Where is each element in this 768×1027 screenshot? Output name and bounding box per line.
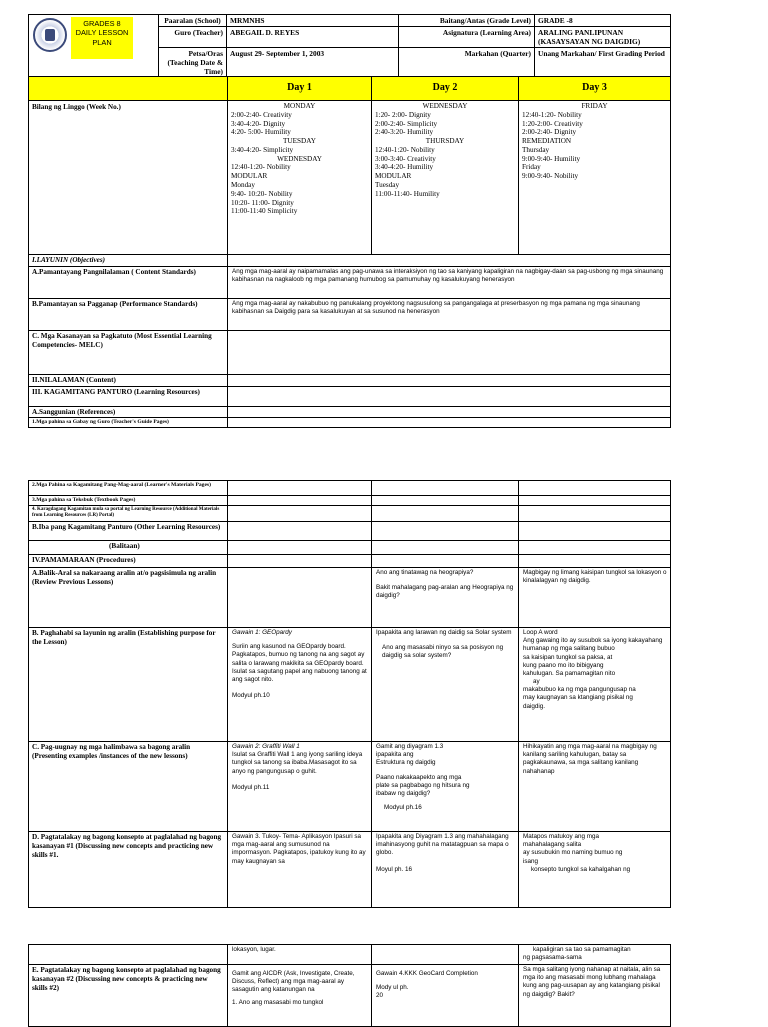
schedule-line: 10:20- 11:00- Dignity bbox=[231, 198, 294, 207]
purpose-day1 bbox=[228, 628, 372, 742]
schedule-line: MODULAR bbox=[375, 172, 412, 181]
text-line: Ang gawaing ito ay susubok sa iyong kakayahang bbox=[523, 637, 663, 645]
cell bbox=[372, 496, 519, 506]
week-day1-schedule bbox=[228, 101, 372, 255]
schedule-line: WEDNESDAY bbox=[277, 154, 322, 163]
new-concepts-2-label: E. Pagtatalakay ng bagong konsepto at paglalahad ng bagong kasanayan #2 (Discussing new concepts & practicing new skills #2) bbox=[29, 965, 228, 1027]
schedule-line: 12:40-1:20- Nobility bbox=[375, 145, 435, 154]
quarter-value: Unang Markahan/ First Grading Period bbox=[535, 48, 671, 78]
performance-standards-label: B.Pamantayan sa Pagganap (Performance Standards) bbox=[29, 298, 228, 330]
schedule-line: 9:00-9:40- Nobility bbox=[522, 172, 579, 181]
cell bbox=[228, 481, 372, 496]
schedule-line: 9:40- 10:20- Nobility bbox=[231, 189, 293, 198]
schedule-line: Friday bbox=[522, 163, 541, 172]
text-line: Loop A word bbox=[523, 629, 558, 636]
text-line: isang bbox=[523, 857, 539, 865]
schedule-line: MONDAY bbox=[283, 102, 316, 110]
text-line: ay susubukin mo naming bumuo ng bbox=[523, 849, 623, 857]
cell bbox=[519, 555, 671, 568]
new-concepts-2-day2 bbox=[372, 965, 519, 1027]
content-standards-text: Ang mga mag-aaral ay naipamamalas ang pag-unawa sa interaksiyon ng tao sa kaniyang kapaligiran na nagbigay-daan sa pag-usbong ng mga sinaunang kabihasnan na nagkaloob ng mga pamanang humubog sa pamumuhay ng kasalukuyang henerasyon bbox=[228, 266, 671, 298]
schedule-line: 11:00-11:40 Simplicity bbox=[231, 207, 298, 216]
text-line: Gamit ang diyagram 1.3 bbox=[376, 743, 444, 750]
schedule-line: 2:00-2:40- Creativity bbox=[231, 110, 292, 119]
cell bbox=[372, 541, 519, 555]
activity-text: Ipapakita ang larawan ng daidig sa Solar system bbox=[376, 629, 512, 636]
new-concepts-1-day2 bbox=[372, 832, 519, 908]
purpose-label: B. Paghahabi sa layunin ng aralin (Establishing purpose for the Lesson) bbox=[29, 628, 228, 742]
text-line: kapaligiran sa tao sa pamamagitan bbox=[533, 946, 631, 953]
text-line: ibabaw ng daigdig? bbox=[376, 789, 431, 797]
examples-day3: Hihikayatin ang mga mag-aaral na magbigay ng kanilang sariling kahulugan, batay sa pagkakaunawa, sa mga salitang kanilang nahahanap bbox=[519, 742, 671, 832]
learners-materials-label: 2.Mga Pahina sa Kagamitang Pang-Mag-aaral (Learner's Materials Pages) bbox=[29, 481, 228, 496]
teachers-guide-label: 1.Mga pahina sa Gabay ng Guro (Teacher's Guide Pages) bbox=[29, 418, 228, 428]
other-resources-label: B.Iba pang Kagamitang Panturo (Other Learning Resources) bbox=[29, 522, 228, 541]
text-line: Estruktura ng daigdig bbox=[376, 759, 436, 767]
module-ref: Modyul ph.10 bbox=[232, 692, 270, 700]
week-label: Bilang ng Linggo (Week No.) bbox=[29, 101, 228, 255]
schedule-line: 3:00-3:40- Creativity bbox=[375, 154, 436, 163]
text-line: humanap ng mga salitang bubuo bbox=[523, 645, 615, 653]
lesson-plan-header bbox=[28, 14, 670, 78]
learning-area-value: ARALING PANLIPUNAN (KASAYSAYAN NG DAIGDIG) bbox=[535, 27, 671, 48]
schedule-line: TUESDAY bbox=[283, 137, 316, 146]
grade-label-line: PLAN bbox=[92, 37, 112, 47]
deped-seal-icon bbox=[33, 18, 67, 52]
examples-day1 bbox=[228, 742, 372, 832]
week-day3-schedule bbox=[519, 101, 671, 255]
new-concepts-1-day3 bbox=[519, 832, 671, 908]
review-question: Ano ang tinatawag na heograpiya? bbox=[376, 569, 474, 576]
textbook-label: 3.Mga pahina sa Teksbuk (Textbook Pages) bbox=[29, 496, 228, 506]
module-ref: Moyul ph. 16 bbox=[376, 865, 413, 873]
activity-text: 20 bbox=[376, 992, 384, 1000]
module-ref: Modyul ph.16 bbox=[384, 804, 422, 812]
lr-portal-label: 4. Karagdagang Kagamitan mula sa portal ng Learning Resource (Additional Materials from Learning Resources (LR) Portal) bbox=[29, 506, 228, 522]
school-label: Paaralan (School) bbox=[159, 15, 227, 27]
cell bbox=[228, 541, 372, 555]
review-label: A.Balik-Aral sa nakaraang aralin at/o pagsisimula ng aralin (Review Previous Lessons) bbox=[29, 568, 228, 628]
activity-text: 1. Ano ang masasabi mo tungkol bbox=[232, 998, 324, 1006]
text-line: ng pagsasama-sama bbox=[523, 954, 582, 962]
activity-text: Ipapakita ang Diyagram 1.3 ang mahahalagang imahinasyong guhit na matatagpuan sa mapa o globo. bbox=[376, 833, 509, 857]
activity-text: Isulat sa Graffiti Wall 1 ang iyong sariling ideya tungkol sa tanong sa ibaba.Masasagot ito sa anyo ng pangungusap o guhit. bbox=[232, 751, 363, 775]
day-header-2: Day 2 bbox=[372, 77, 519, 101]
text-line: plate sa pagbabago ng hitsura ng bbox=[376, 781, 470, 789]
schedule-line: 3:40-4:20- Dignity bbox=[231, 119, 286, 128]
procedures-heading: IV.PAMAMARAAN (Procedures) bbox=[29, 555, 228, 568]
module-ref: Modyul ph.11 bbox=[232, 783, 270, 791]
school-value: MRMNHS bbox=[227, 15, 399, 27]
cell bbox=[519, 481, 671, 496]
schedule-line: 2:40-3:20- Humility bbox=[375, 128, 434, 137]
review-question: Bakit mahalagang pag-aralan ang Heograpiya ng daigdig? bbox=[376, 584, 514, 600]
schedule-line: 12:40-1:20- Nobility bbox=[231, 163, 291, 172]
text-line: Paano nakakaapekto ang mga bbox=[376, 773, 462, 781]
purpose-day3 bbox=[519, 628, 671, 742]
text-line: sa kaisipan tungkol sa paksa, at bbox=[523, 653, 613, 661]
melc-label: C. Mga Kasanayan sa Pagkatuto (Most Essential Learning Competencies- MELC) bbox=[29, 330, 228, 374]
cell bbox=[228, 506, 372, 522]
cell bbox=[519, 522, 671, 541]
lesson-plan-table bbox=[28, 76, 670, 428]
cont-day3 bbox=[519, 945, 671, 965]
text-line: makabubuo ka ng mga pangungusap na bbox=[523, 686, 636, 694]
grade-label-line: GRADES 8 bbox=[83, 19, 121, 28]
schedule-line: Thursday bbox=[522, 145, 550, 154]
new-concepts-2-day1 bbox=[228, 965, 372, 1027]
new-concepts-2-day3: Sa mga salitang iyong nahanap at naitala, alin sa mga ito ang masasabi mong lubhang mahalaga kung ang pag-uusapan ay ang katangiang pisikal ng daigdig? Bakit? bbox=[519, 965, 671, 1027]
activity-text: Mody ul ph. bbox=[376, 984, 409, 992]
cell bbox=[519, 541, 671, 555]
text-line: daigdig. bbox=[523, 702, 546, 710]
schedule-line: Monday bbox=[231, 181, 255, 190]
text-line: kung paano mo ito bibigyang bbox=[523, 661, 604, 669]
cell bbox=[372, 481, 519, 496]
cell bbox=[372, 522, 519, 541]
schedule-line: 2:00-2:40- Simplicity bbox=[375, 119, 438, 128]
purpose-day2 bbox=[372, 628, 519, 742]
grade-level-label: Baitang/Antas (Grade Level) bbox=[399, 15, 535, 27]
schedule-line: REMEDIATION bbox=[522, 137, 572, 146]
objectives-blank bbox=[228, 255, 671, 267]
activity-title: Gawain 1: GEOpardy bbox=[232, 629, 292, 636]
cell bbox=[372, 506, 519, 522]
schedule-line: THURSDAY bbox=[425, 137, 465, 146]
schedule-line: 12:40-1:20- Nobility bbox=[522, 110, 582, 119]
review-day1 bbox=[228, 568, 372, 628]
text-line: may kaugnayan sa ktangiang pisikal ng bbox=[523, 694, 633, 702]
objectives-heading: I.LAYUNIN (Objectives) bbox=[29, 255, 228, 267]
balitaan-label: (Balitaan) bbox=[29, 541, 228, 555]
schedule-line: WEDNESDAY bbox=[422, 102, 468, 110]
schedule-line: 1:20-2:00- Creativity bbox=[522, 119, 583, 128]
text-line: mahahalagang salita bbox=[523, 841, 582, 849]
examples-day2 bbox=[372, 742, 519, 832]
schedule-line: FRIDAY bbox=[581, 102, 608, 110]
procedures-table bbox=[28, 480, 670, 908]
procedures-table-continued bbox=[28, 944, 670, 1027]
grade-label-line: DAILY LESSON bbox=[75, 28, 129, 38]
cell bbox=[372, 555, 519, 568]
schedule-line: MODULAR bbox=[231, 172, 268, 181]
schedule-line: 1:20- 2:00- Dignity bbox=[375, 110, 431, 119]
activity-text: Gamit ang AICDR (Ask, Investigate, Create, Discuss, Reflect) ang mga mag-aaral ay sasagutin ang katanungan na bbox=[232, 970, 355, 994]
day-header-3: Day 3 bbox=[519, 77, 671, 101]
performance-standards-text: Ang mga mag-aaral ay nakabubuo ng panukalang proyektong nagsusulong sa pangangalaga at preserbasyon ng mga pamana ng mga sinaunang kabihasnan sa Daigdig para sa kasalukuyan at sa susunod na henerasyon bbox=[228, 298, 671, 330]
date-label: Petsa/Oras (Teaching Date & Time) bbox=[159, 48, 227, 78]
learning-area-label: Asignatura (Learning Area) bbox=[399, 27, 535, 48]
cell bbox=[29, 945, 228, 965]
text-line: Matapos matukoy ang mga bbox=[523, 833, 599, 840]
content-standards-label: A.Pamantayang Pangnilalaman ( Content Standards) bbox=[29, 266, 228, 298]
text-line: konsepto tungkol sa kahalgahan ng bbox=[531, 865, 631, 873]
activity-text: Gawain 4.KKK GeoCard Completion bbox=[376, 970, 478, 977]
schedule-line: Tuesday bbox=[375, 181, 400, 190]
cont-day1: lokasyon, lugar. bbox=[228, 945, 372, 965]
schedule-line: 4:20- 5:00- Humility bbox=[231, 128, 291, 137]
cell bbox=[372, 945, 519, 965]
new-concepts-1-day1: Gawain 3. Tukoy- Tema- Aplikasyon Ipasuri sa mga mag-aaral ang sumusunod na impormasyon. Pagkatapos, ipatukoy kung ito ay may kaugnayan sa bbox=[228, 832, 372, 908]
references-blank bbox=[228, 406, 671, 418]
activity-text: Suriin ang kasunod na GEOpardy board. Pagkatapos, bumuo ng tanong na ang sagot ay salita o larawang makikita sa GEOpardy board. Isulat sa sagutang papel ang nabuong tanong at ang sagot nito. bbox=[232, 643, 367, 683]
text-line: ay bbox=[533, 678, 540, 686]
cell bbox=[228, 522, 372, 541]
grade-level-value: GRADE -8 bbox=[535, 15, 671, 27]
text-line: ipapakita ang bbox=[376, 751, 414, 759]
cell bbox=[228, 496, 372, 506]
schedule-line: 3:40-4:20- Humility bbox=[375, 163, 434, 172]
references-heading: A.Sanggunian (References) bbox=[29, 406, 228, 418]
grade-label-box bbox=[71, 17, 133, 59]
content-blank bbox=[228, 374, 671, 386]
schedule-line: 3:40-4:20- Simplicity bbox=[231, 145, 294, 154]
activity-title: Gawain 2: Graffiti Wall 1 bbox=[232, 743, 300, 750]
text-line: kahulugan. Sa pamamagitan nito bbox=[523, 669, 616, 677]
teachers-guide-blank bbox=[228, 418, 671, 428]
melc-text bbox=[228, 330, 671, 374]
activity-text: Ano ang masasabi ninyo sa sa posisyon ng daigdig sa solar system? bbox=[382, 644, 504, 660]
learning-resources-heading: III. KAGAMITANG PANTURO (Learning Resources) bbox=[29, 386, 228, 406]
cell bbox=[519, 506, 671, 522]
schedule-line: 11:00-11:40- Humility bbox=[375, 189, 440, 198]
cell bbox=[228, 555, 372, 568]
examples-label: C. Pag-uugnay ng mga halimbawa sa bagong aralin (Presenting examples /instances of the new lessons) bbox=[29, 742, 228, 832]
cell bbox=[519, 496, 671, 506]
review-day3: Magbigay ng limang kaisipan tungkol sa lokasyon o kinalalagyan ng daigdig. bbox=[519, 568, 671, 628]
header-logo-cell bbox=[29, 15, 159, 78]
schedule-line: 2:00-2:40- Dignity bbox=[522, 128, 577, 137]
teacher-value: ABEGAIL D. REYES bbox=[227, 27, 399, 48]
learning-resources-blank bbox=[228, 386, 671, 406]
quarter-label: Markahan (Quarter) bbox=[399, 48, 535, 78]
content-heading: II.NILALAMAN (Content) bbox=[29, 374, 228, 386]
review-day2 bbox=[372, 568, 519, 628]
week-day2-schedule bbox=[372, 101, 519, 255]
day-header-1: Day 1 bbox=[228, 77, 372, 101]
date-value: August 29- September 1, 2003 bbox=[227, 48, 399, 78]
day-header-blank bbox=[29, 77, 228, 101]
new-concepts-1-label: D. Pagtatalakay ng bagong konsepto at paglalahad ng bagong kasanayan #1 (Discussing new concepts and practicing new skills #1. bbox=[29, 832, 228, 908]
teacher-label: Guro (Teacher) bbox=[159, 27, 227, 48]
schedule-line: 9:00-9:40- Humility bbox=[522, 154, 581, 163]
